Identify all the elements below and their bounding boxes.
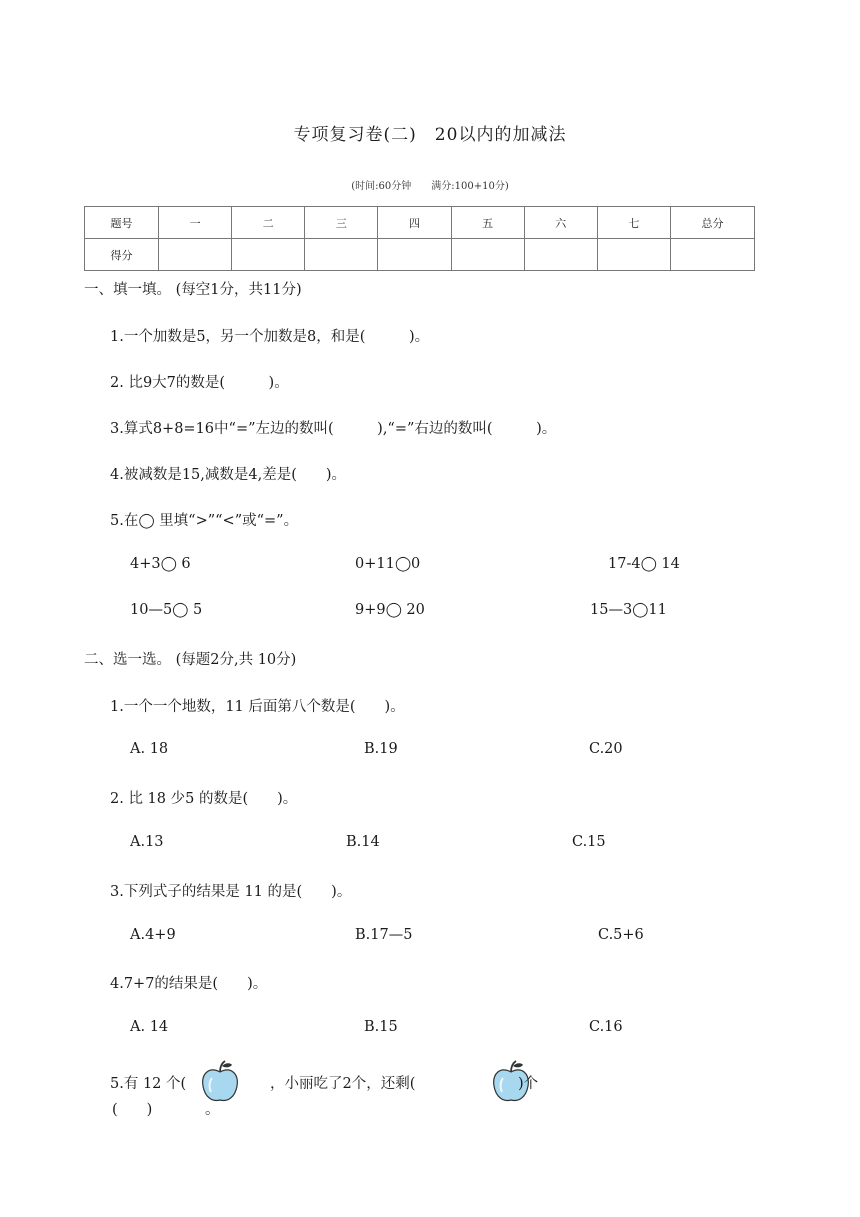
- option-a[interactable]: A. 18: [130, 741, 169, 757]
- table-cell: 六: [524, 207, 597, 239]
- option-a[interactable]: A.13: [130, 834, 164, 850]
- question-2-5-part3: )个: [518, 1076, 539, 1092]
- question-1-1: 1.一个加数是5，另一个加数是8，和是( )。: [110, 329, 430, 345]
- table-cell: 题号: [85, 207, 159, 239]
- question-2-2: 2. 比 18 少5 的数是( )。: [110, 791, 298, 807]
- option-b[interactable]: B.19: [364, 741, 398, 757]
- option-b[interactable]: B.14: [346, 834, 380, 850]
- score-input-cell[interactable]: [597, 239, 670, 271]
- compare-item: 15—3◯11: [590, 602, 667, 618]
- exam-info: (时间:60分钟 满分:100+10分): [351, 181, 509, 192]
- score-input-cell[interactable]: [378, 239, 451, 271]
- score-input-cell[interactable]: [232, 239, 305, 271]
- option-a[interactable]: A. 14: [130, 1019, 169, 1035]
- table-cell: 总分: [671, 207, 755, 239]
- table-cell: 二: [232, 207, 305, 239]
- answer-blank[interactable]: ( ): [112, 1102, 153, 1118]
- table-cell: 五: [451, 207, 524, 239]
- table-cell: 三: [305, 207, 378, 239]
- option-c[interactable]: C.16: [589, 1019, 623, 1035]
- option-a[interactable]: A.4+9: [130, 927, 176, 943]
- question-1-2: 2. 比9大7的数是( )。: [110, 375, 289, 391]
- score-table-score-row: [85, 239, 755, 271]
- table-cell: 一: [159, 207, 232, 239]
- option-b[interactable]: B.17—5: [355, 927, 413, 943]
- table-cell: 四: [378, 207, 451, 239]
- option-c[interactable]: C.20: [589, 741, 623, 757]
- question-2-5-end: 。: [205, 1102, 220, 1118]
- option-b[interactable]: B.15: [364, 1019, 398, 1035]
- question-2-5-part2: ，小丽吃了2个，还剩(: [270, 1076, 416, 1092]
- score-input-cell[interactable]: [305, 239, 378, 271]
- question-1-3: 3.算式8+8=16中“=”左边的数叫( ),“=”右边的数叫( )。: [110, 421, 557, 437]
- question-2-1: 1.一个一个地数，11 后面第八个数是( )。: [110, 699, 405, 715]
- compare-item: 17-4◯ 14: [608, 556, 680, 572]
- compare-item: 9+9◯ 20: [355, 602, 425, 618]
- score-input-cell[interactable]: [524, 239, 597, 271]
- score-input-cell[interactable]: [451, 239, 524, 271]
- question-2-4: 4.7+7的结果是( )。: [110, 976, 268, 992]
- score-input-cell[interactable]: [671, 239, 755, 271]
- page-title: 专项复习卷(二) 20以内的加减法: [293, 125, 567, 145]
- question-1-4: 4.被减数是15,减数是4,差是( )。: [110, 467, 347, 483]
- table-cell: 得分: [85, 239, 159, 271]
- question-2-3: 3.下列式子的结果是 11 的是( )。: [110, 884, 352, 900]
- score-table: [84, 206, 755, 271]
- score-input-cell[interactable]: [159, 239, 232, 271]
- compare-item: 0+11◯0: [355, 556, 421, 572]
- compare-item: 4+3◯ 6: [130, 556, 191, 572]
- question-1-5: 5.在◯ 里填“>”“<”或“=”。: [110, 513, 299, 529]
- score-table-header-row: [85, 207, 755, 239]
- option-c[interactable]: C.5+6: [598, 927, 644, 943]
- section1-heading: 一、填一填。 (每空1分，共11分): [84, 282, 302, 298]
- option-c[interactable]: C.15: [572, 834, 606, 850]
- table-cell: 七: [597, 207, 670, 239]
- section2-heading: 二、选一选。 (每题2分,共 10分): [84, 652, 297, 668]
- compare-item: 10—5◯ 5: [130, 602, 203, 618]
- question-2-5-part1: 5.有 12 个(: [110, 1076, 187, 1092]
